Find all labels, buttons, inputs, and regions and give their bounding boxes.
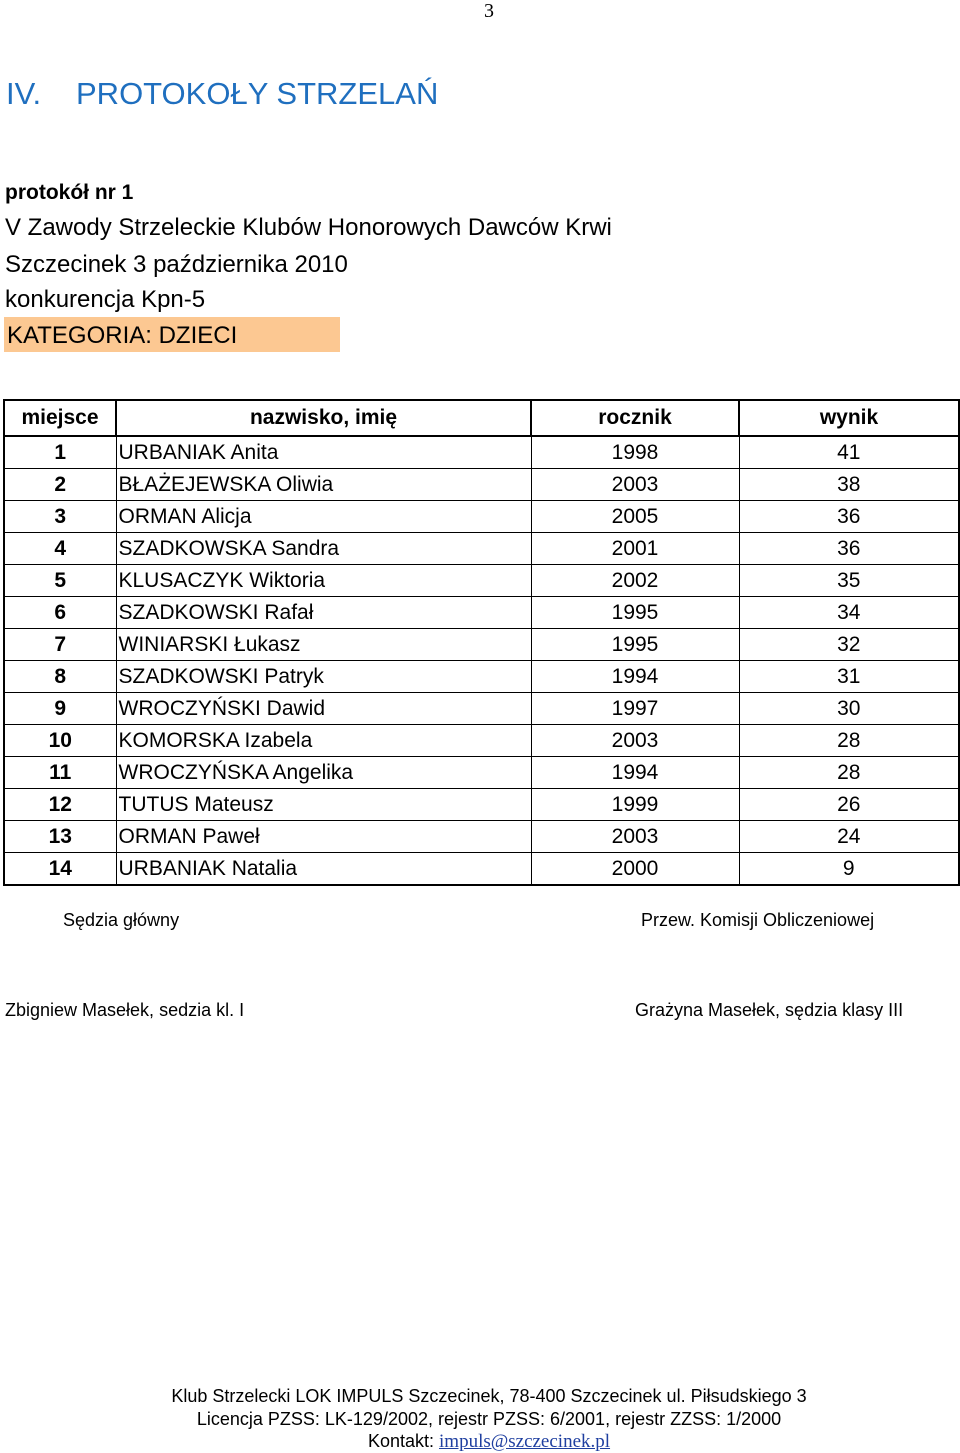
table-row — [4, 597, 959, 629]
header-score: wynik — [739, 400, 959, 436]
row-name: SZADKOWSKA Sandra — [116, 533, 531, 565]
section-title — [6, 76, 438, 112]
row-year: 2005 — [531, 501, 739, 533]
row-name: URBANIAK Natalia — [116, 853, 531, 886]
row-year: 2001 — [531, 533, 739, 565]
row-place: 5 — [4, 565, 116, 597]
row-place: 14 — [4, 853, 116, 886]
row-score: 30 — [739, 693, 959, 725]
protocol-label: protokół nr 1 — [5, 181, 134, 204]
category-banner: KATEGORIA: DZIECI — [4, 317, 340, 352]
row-place: 2 — [4, 469, 116, 501]
row-year: 1998 — [531, 436, 739, 469]
row-place: 4 — [4, 533, 116, 565]
table-row — [4, 693, 959, 725]
section-number: IV. — [6, 76, 42, 111]
row-score: 28 — [739, 757, 959, 789]
row-year: 1995 — [531, 597, 739, 629]
table-row — [4, 501, 959, 533]
commission-role: Przew. Komisji Obliczeniowej — [641, 910, 875, 930]
row-place: 1 — [4, 436, 116, 469]
row-name: ORMAN Alicja — [116, 501, 531, 533]
table-row — [4, 533, 959, 565]
row-score: 32 — [739, 629, 959, 661]
section-title-text: PROTOKOŁY STRZELAŃ — [76, 76, 439, 111]
row-year: 1994 — [531, 661, 739, 693]
row-year: 2003 — [531, 725, 739, 757]
row-score: 9 — [739, 853, 959, 886]
row-year: 1995 — [531, 629, 739, 661]
results-table — [3, 399, 960, 886]
table-row — [4, 565, 959, 597]
row-score: 31 — [739, 661, 959, 693]
table-row — [4, 757, 959, 789]
row-name: TUTUS Mateusz — [116, 789, 531, 821]
event-name: V Zawody Strzeleckie Klubów Honorowych Dawców Krwi — [5, 214, 612, 241]
row-score: 24 — [739, 821, 959, 853]
row-place: 13 — [4, 821, 116, 853]
row-year: 2000 — [531, 853, 739, 886]
row-place: 9 — [4, 693, 116, 725]
table-row — [4, 789, 959, 821]
row-year: 1999 — [531, 789, 739, 821]
table-row — [4, 725, 959, 757]
judge-role: Sędzia główny — [63, 910, 180, 930]
row-year: 2002 — [531, 565, 739, 597]
row-place: 7 — [4, 629, 116, 661]
header-place: miejsce — [4, 400, 116, 436]
row-score: 28 — [739, 725, 959, 757]
table-row — [4, 436, 959, 469]
row-place: 10 — [4, 725, 116, 757]
footer-contact — [0, 1431, 960, 1453]
row-score: 41 — [739, 436, 959, 469]
row-score: 38 — [739, 469, 959, 501]
commission-name: Grażyna Masełek, sędzia klasy III — [635, 1000, 904, 1020]
row-place: 6 — [4, 597, 116, 629]
row-name: WROCZYŃSKI Dawid — [116, 693, 531, 725]
row-score: 36 — [739, 501, 959, 533]
row-name: KOMORSKA Izabela — [116, 725, 531, 757]
row-place: 8 — [4, 661, 116, 693]
row-name: WROCZYŃSKA Angelika — [116, 757, 531, 789]
table-row — [4, 629, 959, 661]
row-year: 1994 — [531, 757, 739, 789]
row-name: WINIARSKI Łukasz — [116, 629, 531, 661]
row-name: SZADKOWSKI Rafał — [116, 597, 531, 629]
table-row — [4, 661, 959, 693]
footer-address: Klub Strzelecki LOK IMPULS Szczecinek, 78-400 Szczecinek ul. Piłsudskiego 3 — [171, 1386, 807, 1406]
contact-email-link[interactable]: impuls@szczecinek.pl — [439, 1431, 611, 1452]
header-year: rocznik — [531, 400, 739, 436]
row-name: BŁAŻEJEWSKA Oliwia — [116, 469, 531, 501]
table-row — [4, 821, 959, 853]
row-score: 35 — [739, 565, 959, 597]
page-number: 3 — [484, 0, 494, 22]
competition: konkurencja Kpn-5 — [5, 286, 206, 313]
row-score: 36 — [739, 533, 959, 565]
judge-name: Zbigniew Masełek, sedzia kl. I — [5, 1000, 245, 1020]
table-row — [4, 853, 959, 886]
table-row — [4, 469, 959, 501]
row-name: SZADKOWSKI Patryk — [116, 661, 531, 693]
row-name: URBANIAK Anita — [116, 436, 531, 469]
row-year: 2003 — [531, 821, 739, 853]
place-date: Szczecinek 3 października 2010 — [5, 251, 348, 278]
row-year: 2003 — [531, 469, 739, 501]
row-place: 11 — [4, 757, 116, 789]
row-year: 1997 — [531, 693, 739, 725]
row-score: 34 — [739, 597, 959, 629]
header-name: nazwisko, imię — [116, 400, 531, 436]
row-name: ORMAN Paweł — [116, 821, 531, 853]
contact-label: Kontakt: — [367, 1431, 434, 1451]
row-score: 26 — [739, 789, 959, 821]
table-header-row — [4, 400, 959, 436]
row-name: KLUSACZYK Wiktoria — [116, 565, 531, 597]
row-place: 3 — [4, 501, 116, 533]
row-place: 12 — [4, 789, 116, 821]
footer-license: Licencja PZSS: LK-129/2002, rejestr PZSS: 6/2001, rejestr ZZSS: 1/2000 — [196, 1409, 782, 1429]
